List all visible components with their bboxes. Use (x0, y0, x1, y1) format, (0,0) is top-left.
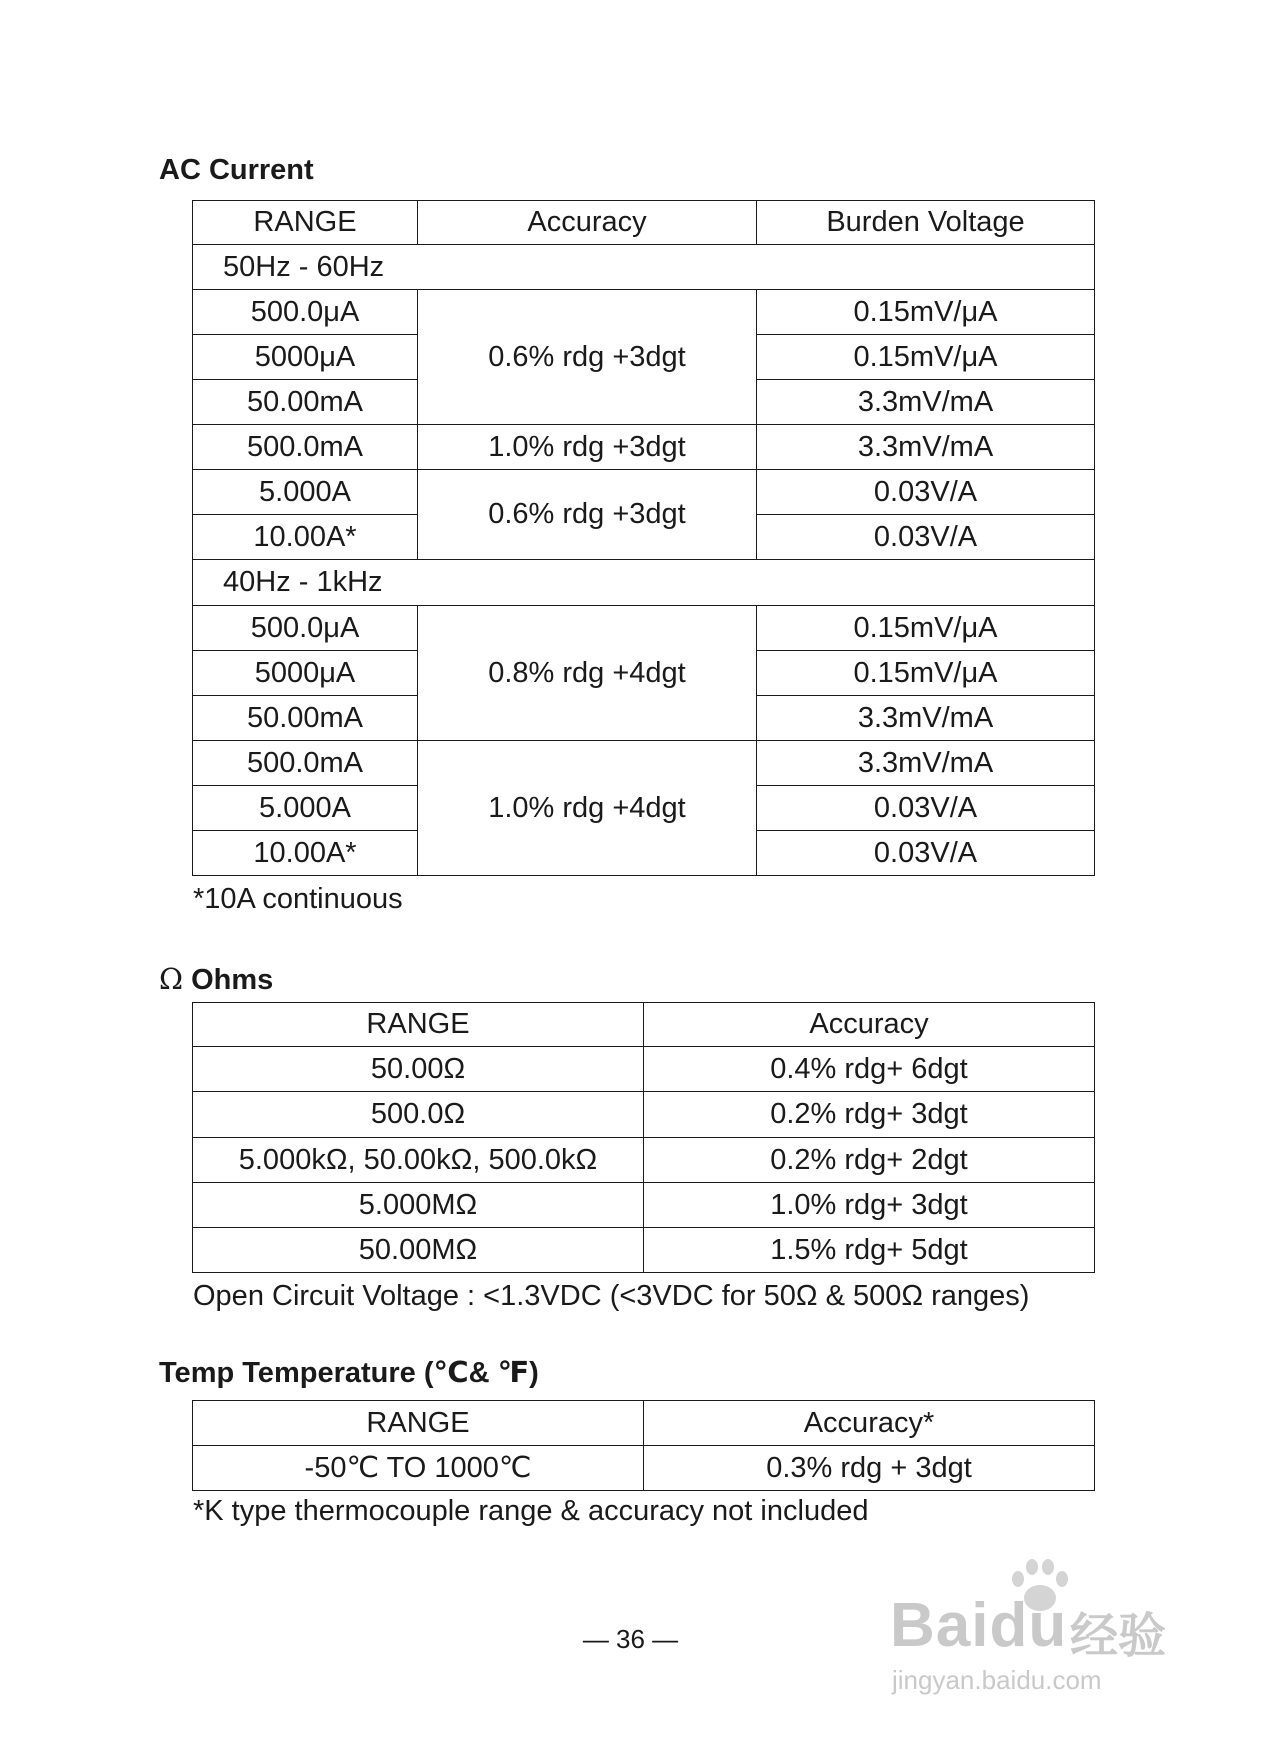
page-number: — 36 — (582, 1624, 679, 1654)
frequency-band-row (193, 245, 1095, 290)
accuracy-cell: 1.0% rdg +4dgt (418, 741, 757, 876)
range-cell: 500.0mA (193, 425, 418, 470)
table-row (193, 1047, 1095, 1092)
watermark-cn-text: 经验 (1070, 1610, 1167, 1663)
table-row (193, 470, 1095, 515)
burden-cell: 0.03V/A (757, 831, 1095, 876)
range-cell: 500.0μA (193, 290, 418, 335)
header-range: RANGE (193, 201, 418, 245)
burden-cell: 0.03V/A (757, 515, 1095, 560)
header-accuracy: Accuracy (644, 1003, 1095, 1047)
range-cell: 50.00Ω (193, 1047, 644, 1092)
temperature-title: Temp Temperature (℃& ℉) (159, 1357, 539, 1389)
burden-cell: 3.3mV/mA (757, 696, 1095, 741)
frequency-band-label: 50Hz - 60Hz (193, 245, 1095, 290)
range-cell: 500.0Ω (193, 1092, 644, 1138)
accuracy-cell: 0.6% rdg +3dgt (418, 470, 757, 560)
range-cell: 10.00A* (193, 831, 418, 876)
ohm-symbol-icon: Ω (159, 962, 184, 996)
ac-current-table (192, 200, 1095, 876)
header-burden-voltage: Burden Voltage (757, 201, 1095, 245)
burden-cell: 0.15mV/μA (757, 290, 1095, 335)
baidu-watermark (880, 1555, 1195, 1705)
range-cell: 5.000A (193, 786, 418, 831)
range-cell: 500.0μA (193, 606, 418, 651)
temperature-table (192, 1400, 1095, 1491)
accuracy-cell: 0.2% rdg+ 3dgt (644, 1092, 1095, 1138)
accuracy-cell: 1.0% rdg+ 3dgt (644, 1183, 1095, 1228)
ac-current-title: AC Current (159, 154, 314, 186)
table-header-row (193, 1401, 1095, 1446)
accuracy-cell: 0.3% rdg + 3dgt (644, 1446, 1095, 1491)
frequency-band-row (193, 560, 1095, 606)
ohms-table (192, 1002, 1095, 1273)
header-range: RANGE (193, 1401, 644, 1446)
ohms-title-text: Ohms (191, 964, 274, 996)
burden-cell: 3.3mV/mA (757, 425, 1095, 470)
accuracy-cell: 1.0% rdg +3dgt (418, 425, 757, 470)
watermark-logo-text: Baidu (890, 1591, 1068, 1660)
table-row (193, 1138, 1095, 1183)
watermark-url: jingyan.baidu.com (892, 1665, 1102, 1695)
range-cell: 50.00mA (193, 696, 418, 741)
ac-current-footnote: *10A continuous (193, 883, 403, 915)
burden-cell: 0.15mV/μA (757, 335, 1095, 380)
table-row (193, 1228, 1095, 1273)
temperature-footnote: *K type thermocouple range & accuracy not included (193, 1495, 869, 1527)
ohms-title (159, 962, 273, 997)
range-cell: 500.0mA (193, 741, 418, 786)
burden-cell: 3.3mV/mA (757, 380, 1095, 425)
table-row (193, 425, 1095, 470)
accuracy-cell: 1.5% rdg+ 5dgt (644, 1228, 1095, 1273)
accuracy-cell: 0.4% rdg+ 6dgt (644, 1047, 1095, 1092)
table-row (193, 1446, 1095, 1491)
burden-cell: 3.3mV/mA (757, 741, 1095, 786)
burden-cell: 0.03V/A (757, 786, 1095, 831)
range-cell: 10.00A* (193, 515, 418, 560)
burden-cell: 0.15mV/μA (757, 606, 1095, 651)
table-header-row (193, 201, 1095, 245)
header-accuracy: Accuracy (418, 201, 757, 245)
accuracy-cell: 0.6% rdg +3dgt (418, 290, 757, 425)
table-row (193, 1092, 1095, 1138)
frequency-band-label: 40Hz - 1kHz (193, 560, 1095, 606)
header-accuracy: Accuracy* (644, 1401, 1095, 1446)
range-cell: 5.000kΩ, 50.00kΩ, 500.0kΩ (193, 1138, 644, 1183)
range-cell: 5000μA (193, 651, 418, 696)
accuracy-cell: 0.8% rdg +4dgt (418, 606, 757, 741)
table-header-row (193, 1003, 1095, 1047)
range-cell: -50℃ TO 1000℃ (193, 1446, 644, 1491)
range-cell: 50.00mA (193, 380, 418, 425)
range-cell: 5000μA (193, 335, 418, 380)
header-range: RANGE (193, 1003, 644, 1047)
range-cell: 5.000MΩ (193, 1183, 644, 1228)
burden-cell: 0.03V/A (757, 470, 1095, 515)
range-cell: 5.000A (193, 470, 418, 515)
accuracy-cell: 0.2% rdg+ 2dgt (644, 1138, 1095, 1183)
burden-cell: 0.15mV/μA (757, 651, 1095, 696)
table-row (193, 741, 1095, 786)
range-cell: 50.00MΩ (193, 1228, 644, 1273)
table-row (193, 1183, 1095, 1228)
table-row (193, 606, 1095, 651)
table-row (193, 290, 1095, 335)
ohms-footnote: Open Circuit Voltage : <1.3VDC (<3VDC for 50Ω & 500Ω ranges) (193, 1280, 1030, 1312)
